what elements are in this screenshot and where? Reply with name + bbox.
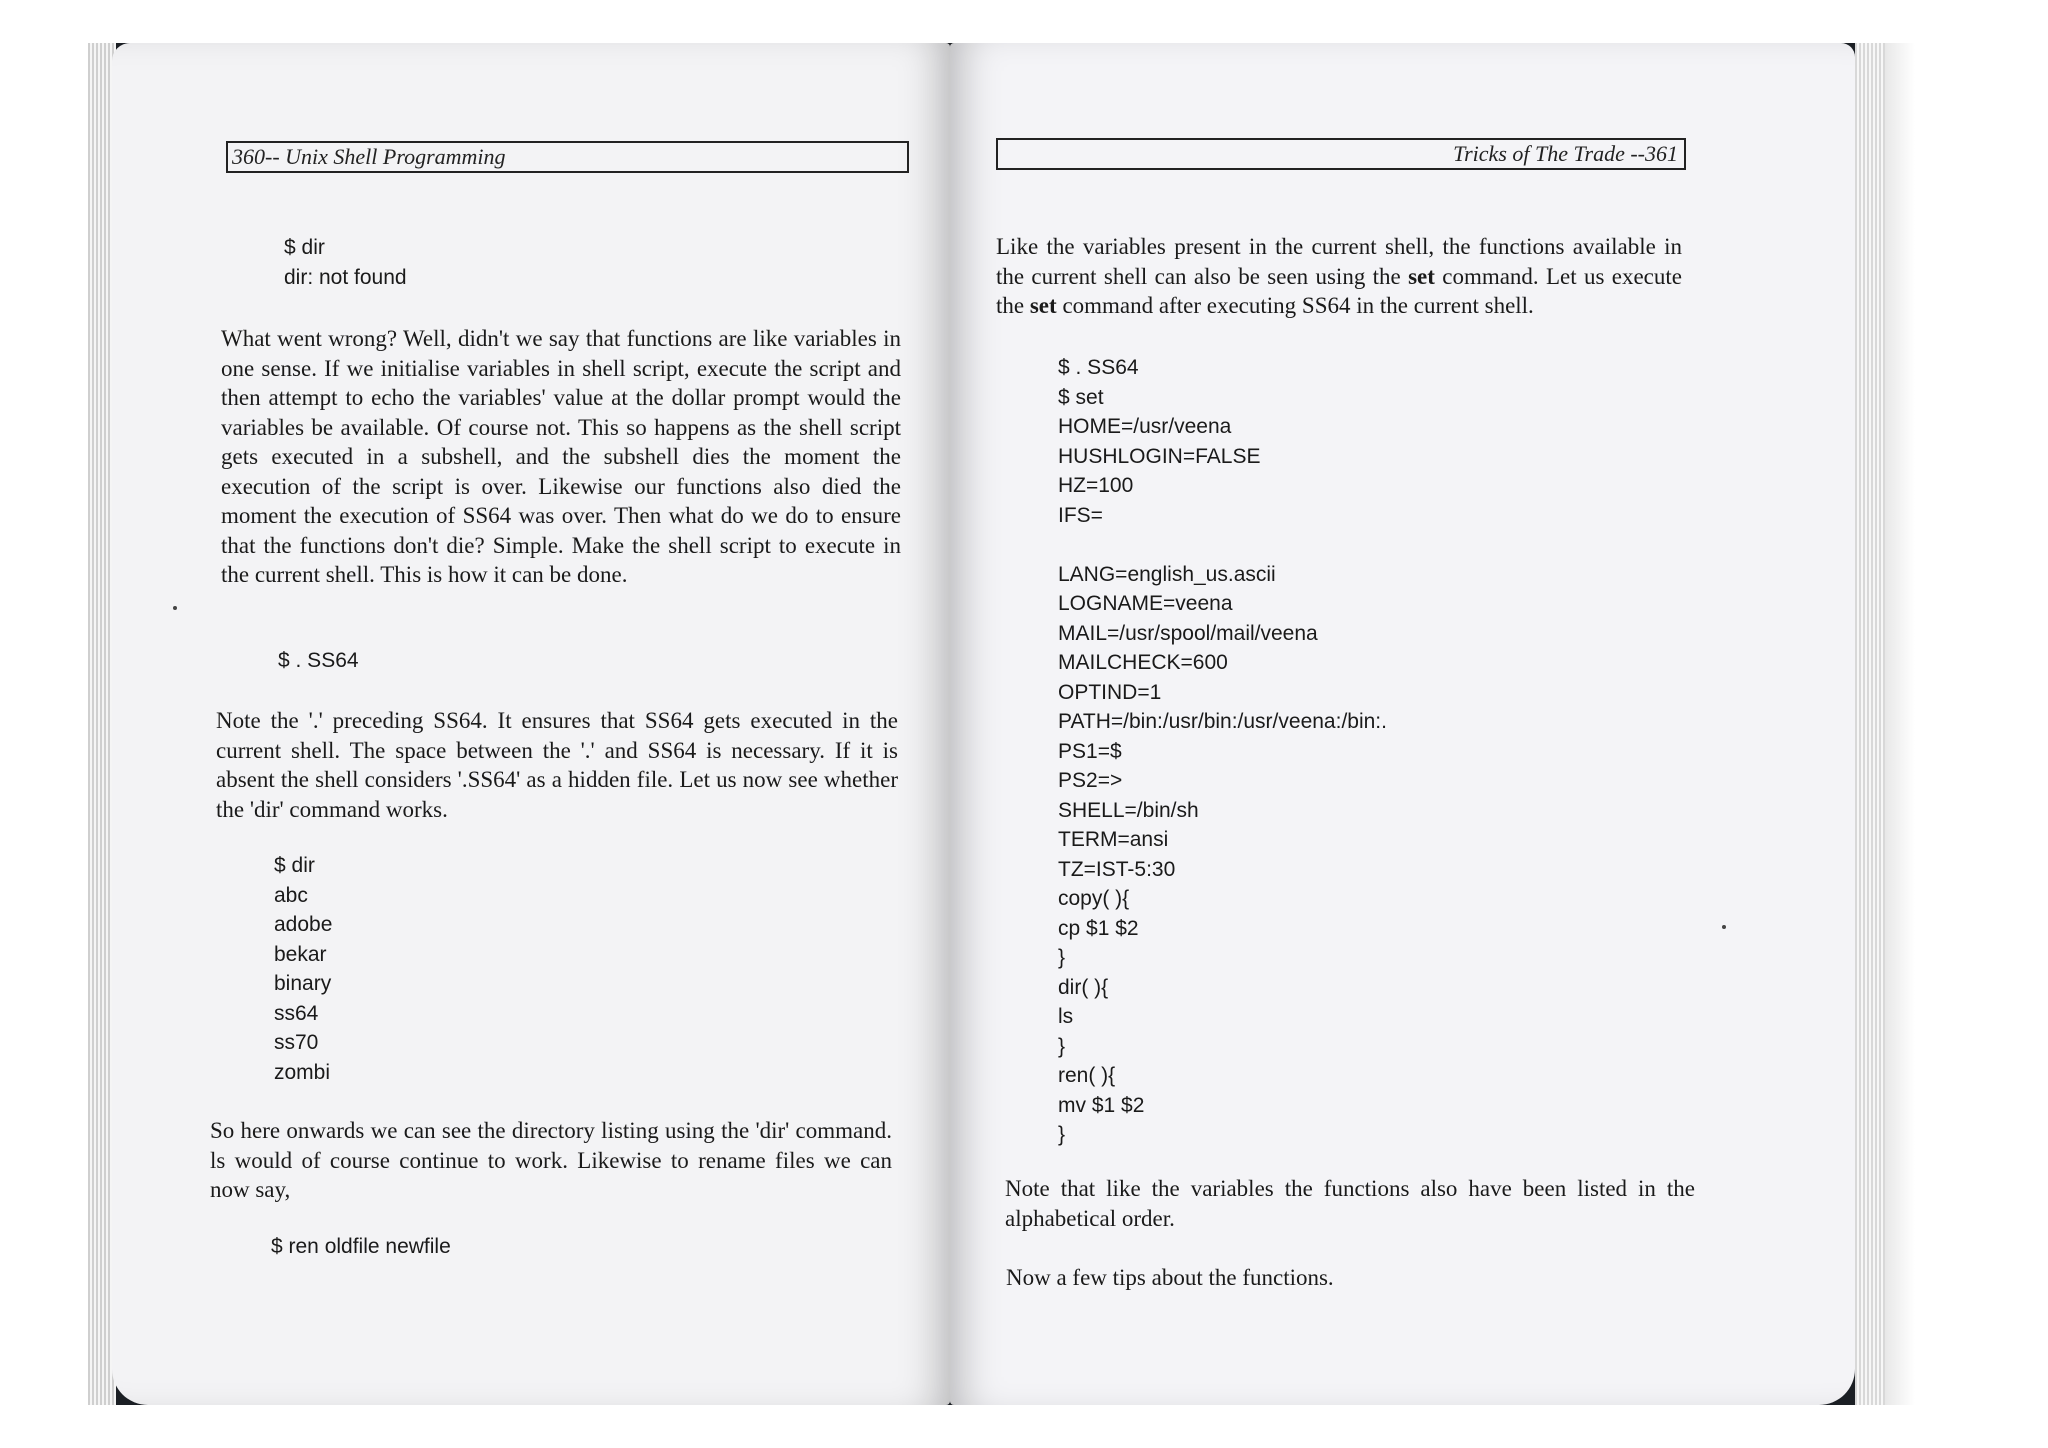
right-code-1-line: PS1=$: [1058, 739, 1122, 763]
left-paragraph-1: What went wrong? Well, didn't we say that functions are like variables in one sense. If we initialise variables in shell script, execute the script and then attempt to echo the variables' value at the dollar prompt would the variables be available. Of course not. This so happens as the shell script gets executed in a subshell, and the subshell dies the moment the execution of the script is over. Likewise our functions also died the moment the execution of SS64 was over. Then what do we do to ensure that the functions don't die? Simple. Make the shell script to execute in the current shell. This is how it can be done.: [221, 326, 901, 587]
left-code-1-line: dir: not found: [284, 265, 407, 289]
right-code-1-line: $ set: [1058, 385, 1104, 409]
right-code-1-line: HOME=/usr/veena: [1058, 415, 1232, 438]
right-paragraph-1-text-c: command. Let us execute the: [996, 263, 1682, 318]
left-code-block-4: [271, 1232, 451, 1262]
right-paragraph-1: [996, 232, 1682, 321]
right-code-1-line: HUSHLOGIN=FALSE: [1058, 444, 1261, 468]
right-code-1-line: TZ=IST-5:30: [1058, 857, 1176, 881]
right-margin: [1885, 43, 1960, 1405]
right-code-1-line: TERM=ansi: [1058, 828, 1169, 851]
right-code-1-line: LOGNAME=veena: [1058, 592, 1233, 615]
right-code-1-line: $ . SS64: [1058, 356, 1139, 379]
right-code-1-line: ls: [1058, 1005, 1074, 1028]
right-paragraph-1-text-a: Like the variables present in the current shell, the functions available in the current shell can also be seen using the: [996, 234, 1682, 289]
left-code-1-line: $ dir: [284, 236, 325, 259]
left-code-block-1: [284, 233, 407, 292]
right-code-1-line: MAILCHECK=600: [1058, 651, 1228, 674]
right-page-edges: [1855, 43, 1885, 1405]
right-code-1-line: cp $1 $2: [1058, 916, 1139, 940]
right-code-1-line: dir( ){: [1058, 975, 1109, 999]
right-code-1-line: }: [1058, 946, 1066, 969]
right-code-1-line: OPTIND=1: [1058, 680, 1162, 704]
scan-speck: [173, 606, 177, 610]
right-code-1-line: }: [1058, 1034, 1066, 1058]
right-code-1-line: LANG=english_us.ascii: [1058, 562, 1276, 586]
scan-speck: [1722, 925, 1726, 929]
left-code-3-line: adobe: [274, 913, 333, 936]
left-code-3-line: bekar: [274, 942, 327, 966]
left-code-2-line: $ . SS64: [278, 649, 359, 672]
right-code-1-line: ren( ){: [1058, 1064, 1116, 1087]
left-code-block-2: [278, 646, 359, 676]
right-code-1-line: [1058, 530, 1387, 560]
right-code-1-line: IFS=: [1058, 503, 1103, 527]
right-code-1-line: PATH=/bin:/usr/bin:/usr/veena:/bin:.: [1058, 710, 1387, 733]
right-paragraph-1-text-e: command after executing SS64 in the current shell.: [1056, 293, 1534, 318]
right-code-1-line: copy( ){: [1058, 887, 1130, 910]
right-paragraph-1-bold-set-2: set: [1029, 293, 1057, 318]
right-paragraph-3: Now a few tips about the functions.: [1006, 1265, 1334, 1290]
right-code-1-line: SHELL=/bin/sh: [1058, 798, 1199, 822]
left-paragraph-3: So here onwards we can see the directory listing using the 'dir' command. ls would of course continue to work. Likewise to rename files we can now say,: [210, 1118, 892, 1202]
right-code-1-line: HZ=100: [1058, 474, 1134, 497]
left-code-block-3: [274, 851, 332, 1087]
left-code-3-line: ss64: [274, 1001, 319, 1025]
left-page-header: 360-- Unix Shell Programming: [226, 141, 909, 173]
left-paragraph-2: Note the '.' preceding SS64. It ensures that SS64 gets executed in the current shell. The space between the '.' and SS64 is necessary. If it is absent the shell considers '.SS64' as a hidden file. Let us now see whether the 'dir' command works.: [216, 708, 898, 822]
right-code-1-line: MAIL=/usr/spool/mail/veena: [1058, 621, 1318, 645]
right-code-1-line: mv $1 $2: [1058, 1093, 1145, 1117]
left-code-3-line: $ dir: [274, 854, 315, 877]
left-code-3-line: zombi: [274, 1060, 331, 1084]
right-code-block-1: [1058, 353, 1387, 1150]
right-code-1-line: PS2=>: [1058, 769, 1123, 792]
left-code-3-line: binary: [274, 972, 332, 995]
right-code-1-line: }: [1058, 1123, 1066, 1146]
right-paragraph-2: Note that like the variables the functions also have been listed in the alphabetical order.: [1005, 1176, 1695, 1231]
right-page-header: Tricks of The Trade --361: [996, 138, 1686, 170]
right-paragraph-1-bold-set-1: set: [1408, 263, 1435, 289]
left-code-3-line: ss70: [274, 1031, 319, 1054]
left-code-4-line: $ ren oldfile newfile: [271, 1235, 451, 1258]
left-code-3-line: abc: [274, 883, 308, 907]
